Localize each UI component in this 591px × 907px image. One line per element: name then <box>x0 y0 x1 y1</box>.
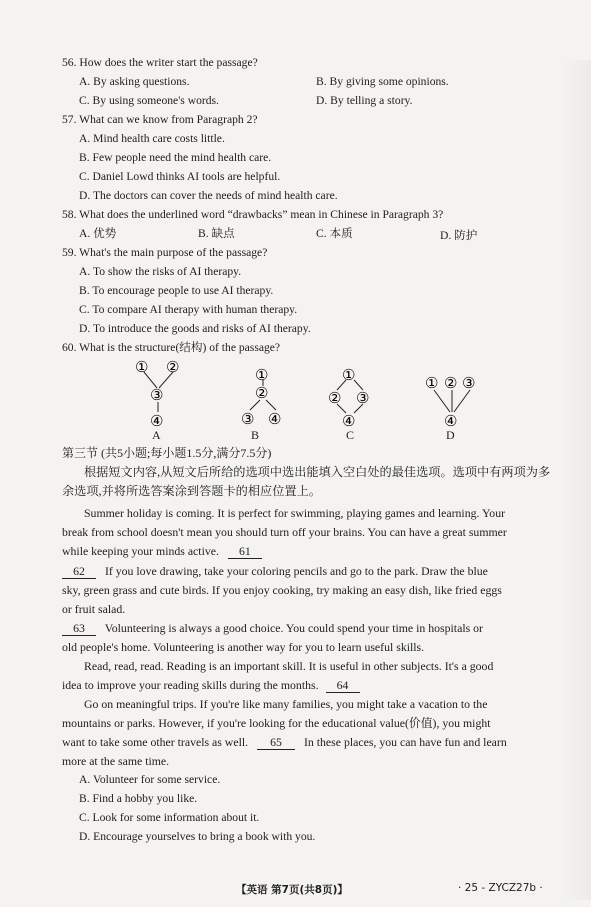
node-1: ① <box>425 376 439 392</box>
node-3: ③ <box>241 412 255 428</box>
node-2: ② <box>255 386 269 402</box>
footer-code: · 25 - ZYCZ27b · <box>458 882 543 894</box>
q56-option-d: D. By telling a story. <box>316 94 413 107</box>
passage-p5-line3 <box>62 735 507 750</box>
choice-b: B. Find a hobby you like. <box>79 792 198 805</box>
passage-p4-line2 <box>62 678 360 693</box>
passage-p2-line3: or fruit salad. <box>62 602 126 616</box>
blank-64: 64 <box>326 678 360 693</box>
blank-62: 62 <box>62 564 96 579</box>
question-57-stem: 57. What can we know from Paragraph 2? <box>62 113 258 126</box>
q59-option-d: D. To introduce the goods and risks of AI therapy. <box>79 322 311 335</box>
choice-d: D. Encourage yourselves to bring a book with you. <box>79 830 316 843</box>
node-1: ① <box>255 368 269 384</box>
node-2: ② <box>444 376 458 392</box>
q59-option-c: C. To compare AI therapy with human therapy. <box>79 303 298 316</box>
section3-instruction-line2: 余选项,并将所选答案涂到答题卡的相应位置上。 <box>62 484 321 498</box>
choice-a: A. Volunteer for some service. <box>79 773 221 786</box>
q57-option-a: A. Mind health care costs little. <box>79 132 225 145</box>
q57-option-b: B. Few people need the mind health care. <box>79 151 272 164</box>
passage-p4-line1: Read, read, read. Reading is an important skill. It is useful in other subjects. It's a good <box>84 659 494 673</box>
diagram-label-d: D <box>446 428 455 442</box>
q57-option-d: D. The doctors can cover the needs of mind health care. <box>79 189 338 202</box>
passage-p5-line3-tail: In these places, you can have fun and learn <box>303 735 507 749</box>
q59-option-b: B. To encourage people to use AI therapy. <box>79 284 274 297</box>
blank-61: 61 <box>228 544 262 559</box>
diagram-label-a: A <box>152 428 161 442</box>
passage-p1-line3-text: while keeping your minds active. <box>62 544 219 558</box>
passage-p1-line3 <box>62 544 262 559</box>
passage-p1-line2: break from school doesn't mean you should turn off your brains. You can have a great summer <box>62 525 507 539</box>
q59-option-a: A. To show the risks of AI therapy. <box>79 265 242 278</box>
q56-option-a: A. By asking questions. <box>79 75 190 88</box>
question-60-stem: 60. What is the structure(结构) of the passage? <box>62 341 281 354</box>
choice-c: C. Look for some information about it. <box>79 811 260 824</box>
diagram-label-b: B <box>251 428 260 442</box>
passage-p5-line2: mountains or parks. However, if you're looking for the educational value(价值), you might <box>62 716 491 730</box>
node-3: ③ <box>462 376 476 392</box>
bleed-shadow <box>560 60 591 900</box>
passage-p2-line1-text: If you love drawing, take your coloring pencils and go to the park. Draw the blue <box>104 564 488 578</box>
q57-option-c: C. Daniel Lowd thinks AI tools are helpful. <box>79 170 281 183</box>
question-58-stem: 58. What does the underlined word “drawbacks” mean in Chinese in Paragraph 3? <box>62 208 444 221</box>
q56-option-b: B. By giving some opinions. <box>316 75 449 88</box>
structure-diagram-b <box>238 366 288 428</box>
passage-p4-line2-text: idea to improve your reading skills during the months. <box>62 678 319 692</box>
question-56-stem: 56. How does the writer start the passage? <box>62 56 258 69</box>
node-2: ② <box>328 391 342 407</box>
node-4: ④ <box>444 414 458 428</box>
structure-diagram-c <box>326 366 374 428</box>
section3-instruction-line1: 根据短文内容,从短文后所给的选项中选出能填入空白处的最佳选项。选项中有两项为多 <box>84 465 551 479</box>
diagram-label-c: C <box>346 428 355 442</box>
passage-p3-line1-text: Volunteering is always a good choice. You could spend your time in hospitals or <box>104 621 483 635</box>
node-4: ④ <box>342 414 356 428</box>
q58-option-a: A. 优势 <box>79 227 117 240</box>
node-3: ③ <box>356 391 370 407</box>
blank-63: 63 <box>62 621 96 636</box>
passage-p1-line1: Summer holiday is coming. It is perfect for swimming, playing games and learning. Your <box>84 506 506 520</box>
node-4: ④ <box>150 414 164 430</box>
q58-option-b: B. 缺点 <box>198 227 235 240</box>
node-2: ② <box>166 360 180 376</box>
passage-p2-line2: sky, green grass and cute birds. If you enjoy cooking, try making an easy dish, like fried eggs <box>62 583 502 597</box>
footer-page-info: 【英语 第7页(共8页)】 <box>236 884 348 896</box>
structure-diagram-d <box>424 372 480 428</box>
blank-65: 65 <box>257 735 295 750</box>
node-4: ④ <box>268 412 282 428</box>
passage-p5-line4: more at the same time. <box>62 754 170 768</box>
passage-p5-line3-text: want to take some other travels as well. <box>62 735 249 749</box>
q56-option-c: C. By using someone's words. <box>79 94 219 107</box>
question-59-stem: 59. What's the main purpose of the passage? <box>62 246 268 259</box>
section3-heading: 第三节 (共5小题;每小题1.5分,满分7.5分) <box>62 446 272 460</box>
passage-p3-line1 <box>62 621 483 636</box>
passage-p5-line1: Go on meaningful trips. If you're like many families, you might take a vacation to the <box>84 697 488 711</box>
passage-p2-line1 <box>62 564 488 579</box>
structure-diagram-a <box>128 358 190 430</box>
q58-option-c: C. 本质 <box>316 227 353 240</box>
node-1: ① <box>342 368 356 384</box>
q58-option-d: D. 防护 <box>440 229 478 242</box>
passage-p3-line2: old people's home. Volunteering is another way for you to learn useful skills. <box>62 640 425 654</box>
node-3: ③ <box>150 388 164 404</box>
node-1: ① <box>135 360 149 376</box>
